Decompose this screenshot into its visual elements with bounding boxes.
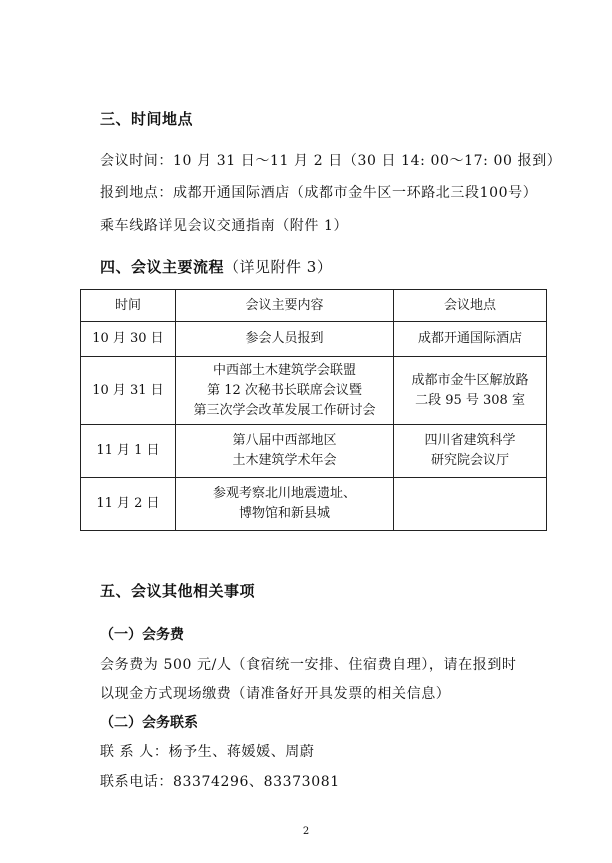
section4-heading-note: （详见附件 3） xyxy=(224,258,333,276)
meeting-flow-table xyxy=(80,289,547,531)
row-date: 11 月 1 日 xyxy=(81,425,176,478)
content-line: 第 12 次秘书长联席会议暨 xyxy=(207,382,362,398)
table-row xyxy=(81,478,547,531)
row-date: 10 月 31 日 xyxy=(81,357,176,425)
content-line: 中西部土木建筑学会联盟 xyxy=(212,362,356,378)
content-line: 参观考察北川地震遗址、 xyxy=(212,486,356,501)
fee-heading: （一）会务费 xyxy=(100,627,184,643)
row-content xyxy=(175,357,393,425)
section4-heading-text: 四、会议主要流程 xyxy=(100,258,225,276)
row-content xyxy=(175,478,393,531)
row-place-empty xyxy=(394,478,547,531)
table-row xyxy=(81,322,547,357)
content-line: 土木建筑学术年会 xyxy=(232,453,337,468)
row-content xyxy=(175,425,393,478)
row-place xyxy=(394,357,547,425)
content-line: 博物馆和新县城 xyxy=(238,506,330,521)
row-content xyxy=(175,322,393,357)
row-place xyxy=(394,322,547,357)
content-line: 第三次学会改革发展工作研讨会 xyxy=(193,402,376,418)
contact-phone-line: 联系电话：83374296、83373081 xyxy=(100,774,340,790)
section5-heading: 五、会议其他相关事项 xyxy=(100,582,256,600)
header-time: 时间 xyxy=(81,290,176,322)
section3-heading: 三、时间地点 xyxy=(100,110,194,128)
place-line: 四川省建筑科学 xyxy=(424,433,516,448)
place-line: 成都开通国际酒店 xyxy=(418,331,523,346)
section4-heading xyxy=(100,256,332,277)
content-line: 参会人员报到 xyxy=(245,331,324,346)
place-line: 成都市金牛区解放路 xyxy=(411,372,529,388)
fee-line-1: 会务费为 500 元/人（食宿统一安排、住宿费自理），请在报到时 xyxy=(100,657,517,673)
table-row xyxy=(81,357,547,425)
contact-people-line: 联 系 人：杨予生、蒋媛媛、周蔚 xyxy=(100,744,315,760)
table-header-row xyxy=(81,290,547,322)
row-date: 10 月 30 日 xyxy=(81,322,176,357)
row-date: 11 月 2 日 xyxy=(81,478,176,531)
checkin-place-line: 报到地点：成都开通国际酒店（成都市金牛区一环路北三段100号） xyxy=(100,185,538,201)
content-line: 第八届中西部地区 xyxy=(232,433,337,448)
contact-heading: （二）会务联系 xyxy=(100,715,198,731)
page-number: 2 xyxy=(302,826,310,837)
meeting-time-line: 会议时间：10 月 31 日～11 月 2 日（30 日 14: 00～17: 00 报到） xyxy=(100,153,562,169)
table-row xyxy=(81,425,547,478)
header-place: 会议地点 xyxy=(394,290,547,322)
header-content: 会议主要内容 xyxy=(175,290,393,322)
row-place xyxy=(394,425,547,478)
route-line: 乘车线路详见会议交通指南（附件 1） xyxy=(100,218,349,234)
place-line: 研究院会议厅 xyxy=(431,453,510,468)
fee-line-2: 以现金方式现场缴费（请准备好开具发票的相关信息） xyxy=(100,686,451,702)
place-line: 二段 95 号 308 室 xyxy=(415,392,525,408)
